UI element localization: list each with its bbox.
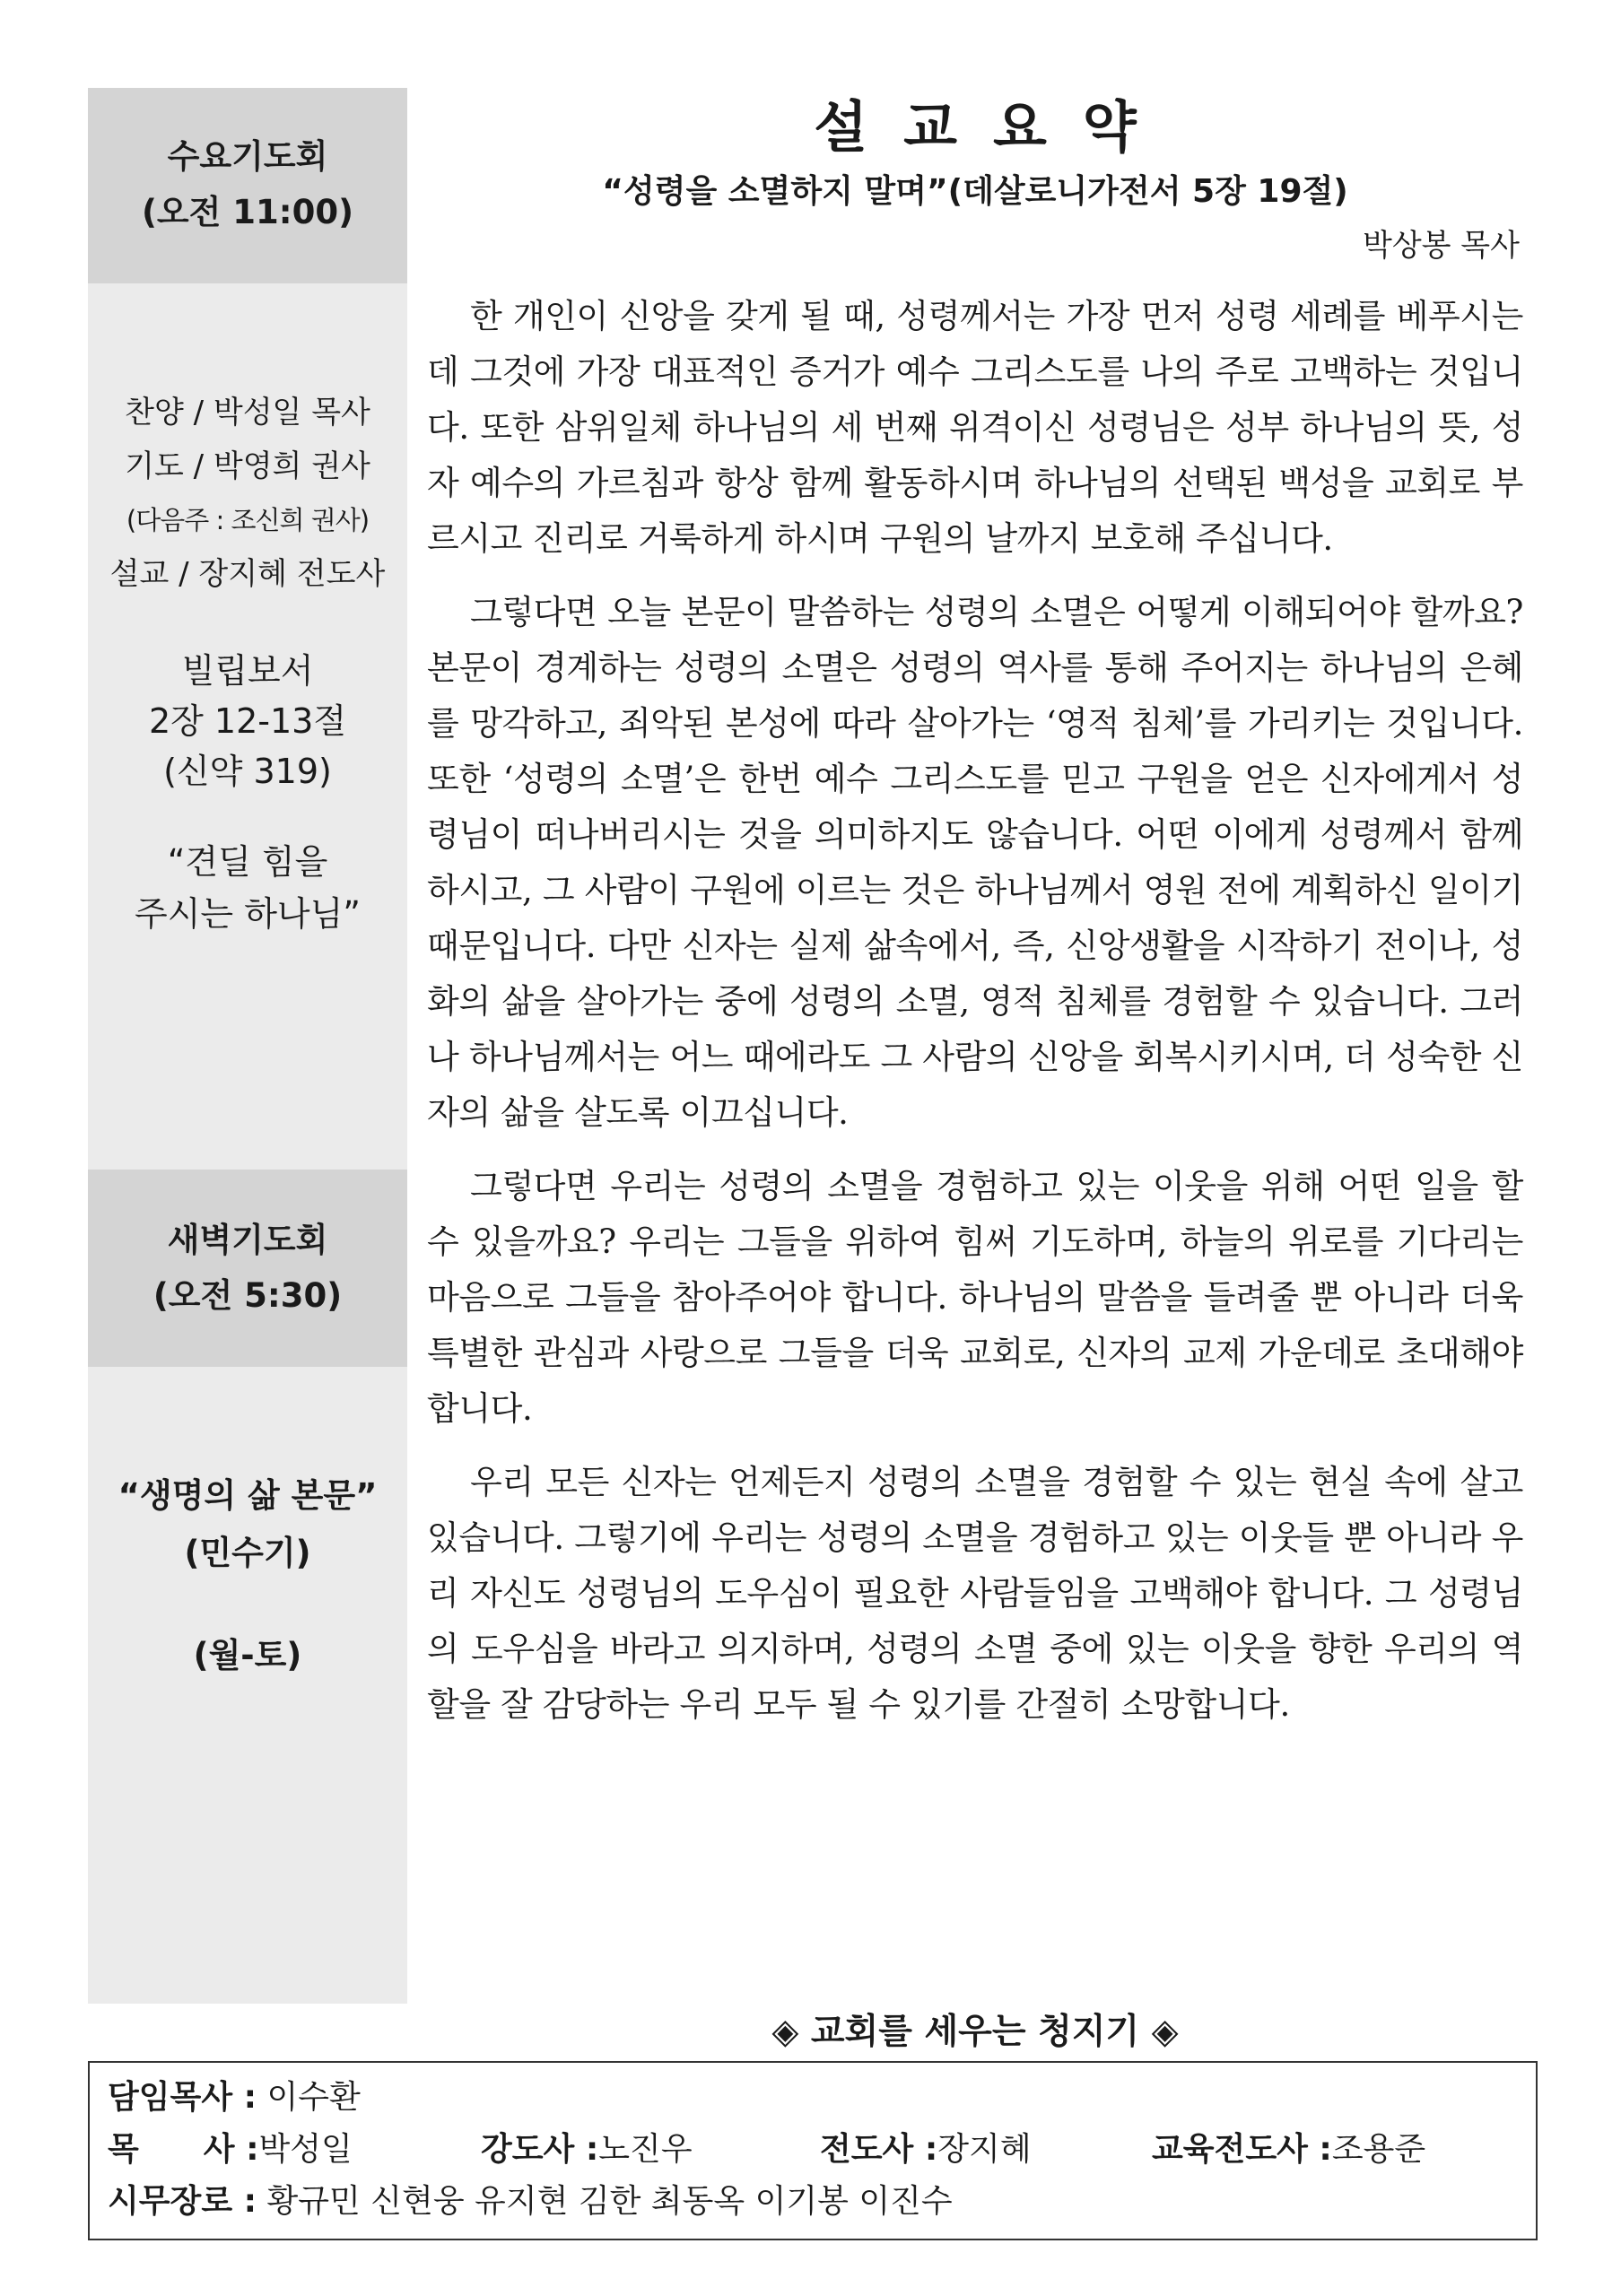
lecturer-name: 노진우 (598, 2131, 693, 2168)
wednesday-service-title: 수요기도회 (167, 137, 328, 176)
senior-pastor-name: 이수환 (266, 2079, 361, 2116)
pastor-entry (108, 2124, 353, 2176)
scripture (88, 601, 407, 796)
role-sermon: 설교 / 장지혜 전도사 (109, 556, 386, 592)
scripture-reference: 2장 12-13절 (148, 701, 347, 741)
pastor-label: 목 사 : (108, 2131, 259, 2168)
wednesday-sermon-title-line1: “견딜 힘을 (167, 842, 328, 882)
evangelist-name: 장지혜 (937, 2131, 1032, 2168)
staff-row-elders (108, 2176, 1518, 2228)
dawn-service-title: 새벽기도회 (167, 1221, 328, 1259)
roles-list (88, 283, 407, 601)
lecturer-entry (481, 2124, 693, 2176)
wednesday-service-time: (오전 11:00) (142, 193, 353, 231)
lecturer-label: 강도사 : (481, 2131, 599, 2168)
page-title: 설교요약 (814, 94, 1172, 160)
wednesday-service-details (88, 283, 407, 1170)
sermon-paragraph: 그렇다면 우리는 성령의 소멸을 경험하고 있는 이웃을 위해 어떤 일을 할 수 있을까요? 우리는 그들을 위하여 힘써 기도하며, 하늘의 위로를 기다리는 마음으로 그들을 참아주어야 합니다. 하나님의 말씀을 들려줄 뿐 아니라 더욱 특별한 관심과 사랑으로 그들을 더욱 교회로, 신자의 교제 가운데로 초대해야 합니다. (427, 1167, 1523, 1428)
staff-box (88, 2061, 1538, 2240)
sermon-paragraph: 그렇다면 오늘 본문이 말씀하는 성령의 소멸은 어떻게 이해되어야 할까요? 본문이 경계하는 성령의 소멸은 성령의 역사를 통해 주어지는 하나님의 은혜를 망각하고, 죄악된 본성에 따라 살아가는 ‘영적 침체’를 가리키는 것입니다. 또한 ‘성령의 소멸’은 한번 예수 그리스도를 믿고 구원을 얻은 신자에게서 성령님이 떠나버리시는 것을 의미하지도 않습니다. 어떤 이에게 성령께서 함께하시고, 그 사람이 구원에 이르는 것은 하나님께서 영원 전에 계획하신 일이기 때문입니다. 다만 신자는 실제 삶속에서, 즉, 신앙생활을 시작하기 전이나, 성화의 삶을 살아가는 중에 성령의 소멸, 영적 침체를 경험할 수 있습니다. 그러나 하나님께서는 어느 때에라도 그 사람의 신앙을 회복시키시며, 더 성숙한 신자의 삶을 살도록 이끄십니다. (427, 593, 1523, 1132)
sidebar (88, 88, 407, 2004)
wednesday-sermon-title-line2: 주시는 하나님” (134, 894, 361, 934)
staff-section-title: ◈ 교회를 세우는 청지기 ◈ (771, 2012, 1179, 2052)
scripture-page: (신약 319) (163, 752, 332, 791)
preacher-name: 박상봉 목사 (1362, 228, 1520, 264)
edu-evangelist-name: 조용준 (1331, 2131, 1426, 2168)
edu-evangelist-entry (1152, 2124, 1425, 2176)
pastor-name: 박성일 (258, 2131, 353, 2168)
sermon-paragraph: 한 개인이 신앙을 갖게 될 때, 성령께서는 가장 먼저 성령 세례를 베푸시는데 그것에 가장 대표적인 증거가 예수 그리스도를 나의 주로 고백하는 것입니다. 또한 삼위일체 하나님의 세 번째 위격이신 성령님은 성부 하나님의 뜻, 성자 예수의 가르침과 항상 함께 활동하시며 하나님의 선택된 백성을 교회로 부르시고 진리로 거룩하게 하시며 구원의 날까지 보호해 주십니다. (427, 297, 1523, 558)
sermon-subtitle: “성령을 소멸하지 말며”(데살로니가전서 5장 19절) (602, 173, 1348, 210)
daily-reading-book: (민수기) (184, 1534, 311, 1572)
edu-evangelist-label: 교육전도사 : (1152, 2131, 1332, 2168)
dawn-service-header (88, 1170, 407, 1367)
dawn-service-time: (오전 5:30) (153, 1276, 343, 1315)
scripture-book: 빌립보서 (181, 651, 314, 691)
daily-reading-days: (월-토) (193, 1636, 302, 1674)
daily-reading-title: “생명의 삶 본문” (118, 1476, 378, 1515)
elders-names: 황규민 신현웅 유지현 김한 최동옥 이기봉 이진수 (266, 2183, 953, 2220)
wednesday-service-header (88, 88, 407, 283)
role-next-prayer: (다음주 : 조신희 권사) (126, 505, 370, 535)
sermon-summary (427, 90, 1523, 1751)
staff-row-ministers (108, 2124, 1518, 2176)
staff-row-senior-pastor (108, 2072, 1518, 2124)
senior-pastor-label: 담임목사 : (108, 2079, 257, 2116)
elders-label: 시무장로 : (108, 2183, 257, 2220)
role-worship: 찬양 / 박성일 목사 (125, 395, 370, 430)
daily-reading-section (88, 1367, 407, 2004)
evangelist-entry (820, 2124, 1032, 2176)
sermon-paragraph: 우리 모든 신자는 언제든지 성령의 소멸을 경험할 수 있는 현실 속에 살고 있습니다. 그렇기에 우리는 성령의 소멸을 경험하고 있는 이웃들 뿐 아니라 우리 자신도 성령님의 도우심이 필요한 사람들임을 고백해야 합니다. 그 성령님의 도우심을 바라고 의지하며, 성령의 소멸 중에 있는 이웃을 향한 우리의 역할을 잘 감당하는 우리 모두 될 수 있기를 간절히 소망합니다. (427, 1463, 1523, 1724)
evangelist-label: 전도사 : (820, 2131, 938, 2168)
wednesday-sermon-title (88, 796, 407, 940)
role-prayer: 기도 / 박영희 권사 (125, 448, 370, 484)
